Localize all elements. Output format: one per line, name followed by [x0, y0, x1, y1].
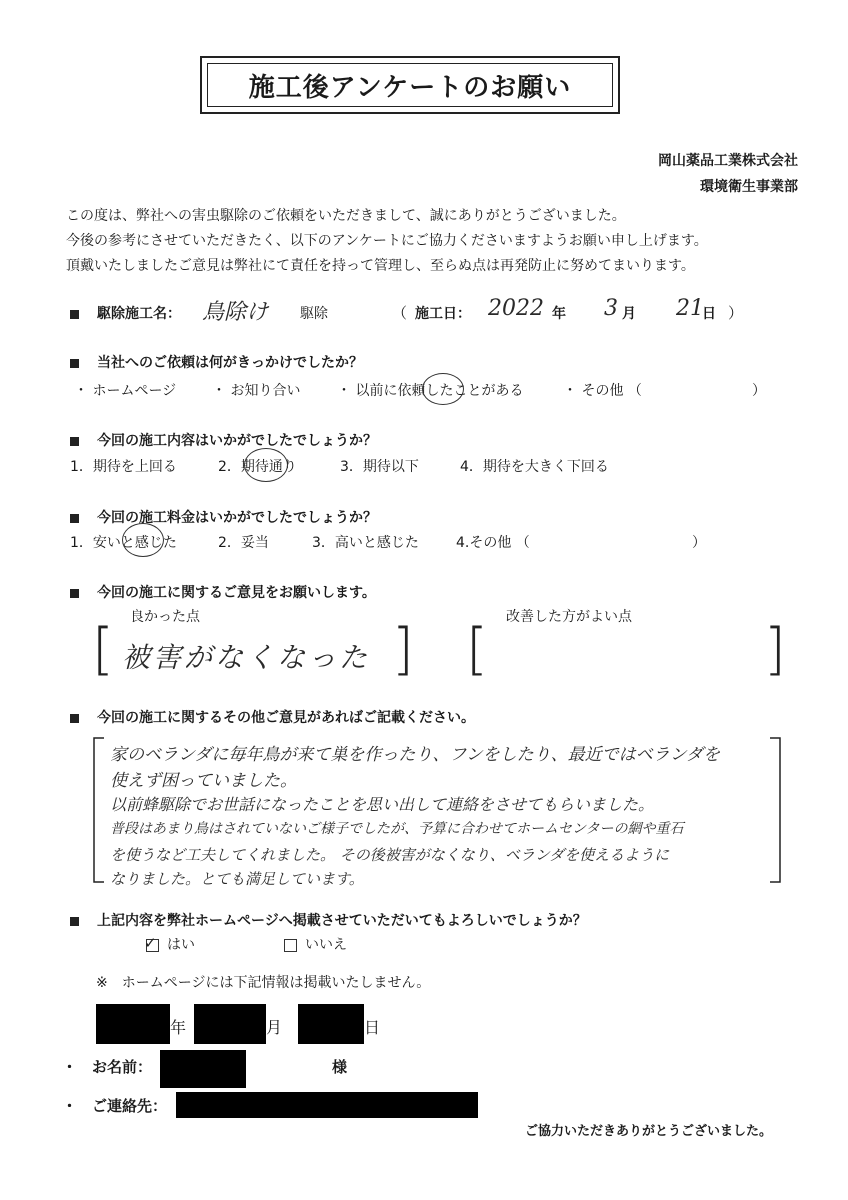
good-points-label: 良かった点 [130, 609, 200, 625]
no-label: いいえ [305, 937, 347, 953]
comment-line: 普段はあまり鳥はされていないご様子でしたが、予算に合わせてホームセンターの網や重石 [110, 821, 684, 837]
bracket-close: ] [764, 617, 786, 682]
intro-line-1: この度は、弊社への害虫駆除のご依頼をいただきまして、誠にありがとうございました。 [66, 208, 626, 224]
intro-line-2: 今後の参考にさせていただきたく、以下のアンケートにご協力くださいますようお願い申し上げます。 [66, 233, 708, 249]
date-label: 施工日： [415, 306, 471, 322]
q3-option-2[interactable]: 2．妥当 [218, 535, 269, 551]
date-open-paren: （ [392, 304, 408, 322]
privacy-notice: ※ ホームページには下記情報は掲載いたしません。 [96, 975, 431, 991]
private-day-unit: 日 [364, 1018, 381, 1037]
improve-points-label: 改善した方がよい点 [506, 609, 632, 625]
date-day-value[interactable]: 21 [676, 296, 704, 321]
comment-line: なりました。とても満足しています。 [110, 870, 364, 888]
q4-question-row [70, 582, 376, 602]
date-close-paren: ） [728, 304, 744, 322]
q5-question-row [70, 707, 475, 727]
q1-question-row [70, 352, 363, 372]
company-department: 環境衛生事業部 [700, 179, 798, 195]
bracket-open: [ [466, 617, 488, 682]
q1-option-other[interactable]: ・ その他 （ [563, 383, 642, 399]
selection-circle [244, 448, 288, 482]
q3-option-3[interactable]: 3．高いと感じた [312, 535, 419, 551]
work-name-label: 駆除施工名： [97, 306, 181, 322]
good-points-value[interactable]: 被害がなくなった [122, 641, 371, 674]
date-month-value[interactable]: 3 [604, 296, 618, 321]
q6-question-row [70, 910, 587, 930]
private-month-unit: 月 [266, 1018, 283, 1037]
redacted-name [160, 1050, 246, 1088]
q2-option-3[interactable]: 3．期待以下 [340, 459, 419, 475]
q6-option-no[interactable] [284, 934, 347, 954]
comment-line: 使えず困っていました。 [110, 771, 297, 791]
bracket-close: ] [392, 617, 414, 682]
bullet-icon [70, 514, 79, 523]
bullet-icon [70, 310, 79, 319]
q1-option-acquaintance[interactable]: ・ お知り合い [212, 383, 301, 399]
company-name: 岡山薬品工業株式会社 [658, 153, 798, 169]
comment-line: を使うなど工夫してくれました。 その後被害がなくなり、ベランダを使えるように [110, 846, 670, 864]
q1-option-previous[interactable]: ・ 以前に依頼したことがある [337, 383, 524, 399]
q1-option-other-close: ） [752, 383, 766, 399]
intro-line-3: 頂戴いたしましたご意見は弊社にて責任を持って管理し、至らぬ点は再発防止に努めてまいります。 [66, 258, 695, 274]
date-day-unit: 日 [702, 306, 716, 322]
q2-option-4[interactable]: 4．期待を大きく下回る [460, 459, 609, 475]
thanks-message: ご協力いただきありがとうございました。 [524, 1124, 772, 1139]
work-name-value[interactable]: 鳥除け [202, 300, 269, 325]
q2-option-2[interactable]: 2．期待通り [218, 459, 297, 475]
q3-option-4[interactable]: 4.その他 （ [456, 535, 530, 551]
redacted-contact [176, 1092, 478, 1118]
q5-question: 今回の施工に関するその他ご意見があればご記載ください。 [97, 710, 475, 726]
q3-option-1[interactable]: 1．安いと感じた [70, 535, 177, 551]
bullet-icon [70, 437, 79, 446]
date-year-unit: 年 [552, 306, 566, 322]
name-label: ・ お名前： [62, 1058, 153, 1076]
q2-option-1[interactable]: 1．期待を上回る [70, 459, 177, 475]
q4-question: 今回の施工に関するご意見をお願いします。 [97, 585, 376, 601]
checkmark-icon: ✓ [144, 933, 157, 952]
page-title: 施工後アンケートのお願い [207, 63, 613, 107]
q2-question: 今回の施工内容はいかがでしたでしょうか？ [97, 433, 377, 449]
bullet-icon [70, 917, 79, 926]
q3-question: 今回の施工料金はいかがでしたでしょうか？ [97, 510, 377, 526]
work-name-suffix: 駆除 [300, 306, 328, 322]
redacted-year [96, 1004, 170, 1044]
work-name-row [70, 303, 181, 323]
selection-circle [122, 523, 164, 557]
contact-label: ・ ご連絡先： [62, 1097, 168, 1115]
redacted-day [298, 1004, 364, 1044]
q2-question-row [70, 430, 377, 450]
q1-question: 当社へのご依頼は何がきっかけでしたか？ [97, 355, 363, 371]
title-frame [200, 56, 620, 114]
date-year-value[interactable]: 2022 [488, 296, 544, 321]
q1-option-homepage[interactable]: ・ ホームページ [74, 383, 177, 399]
q6-option-yes[interactable] [146, 934, 195, 954]
selection-circle [422, 373, 464, 405]
no-checkbox[interactable] [284, 939, 297, 952]
bullet-icon [70, 359, 79, 368]
q6-question: 上記内容を弊社ホームページへ掲載させていただいてもよろしいでしょうか？ [97, 913, 587, 929]
yes-label: はい [167, 937, 195, 953]
q3-question-row [70, 507, 377, 527]
name-suffix: 様 [332, 1058, 348, 1076]
bracket-open: [ [92, 617, 114, 682]
date-month-unit: 月 [622, 306, 636, 322]
bullet-icon [70, 589, 79, 598]
comment-line: 家のベランダに毎年鳥が来て巣を作ったり、フンをしたり、最近ではベランダを [110, 745, 720, 765]
comment-box[interactable] [92, 736, 782, 888]
yes-checkbox[interactable] [144, 933, 159, 952]
q3-option-other-close: ） [692, 535, 706, 551]
private-year-unit: 年 [170, 1018, 187, 1037]
bullet-icon [70, 714, 79, 723]
comment-line: 以前蜂駆除でお世話になったことを思い出して連絡をさせてもらいました。 [110, 795, 655, 814]
redacted-month [194, 1004, 266, 1044]
